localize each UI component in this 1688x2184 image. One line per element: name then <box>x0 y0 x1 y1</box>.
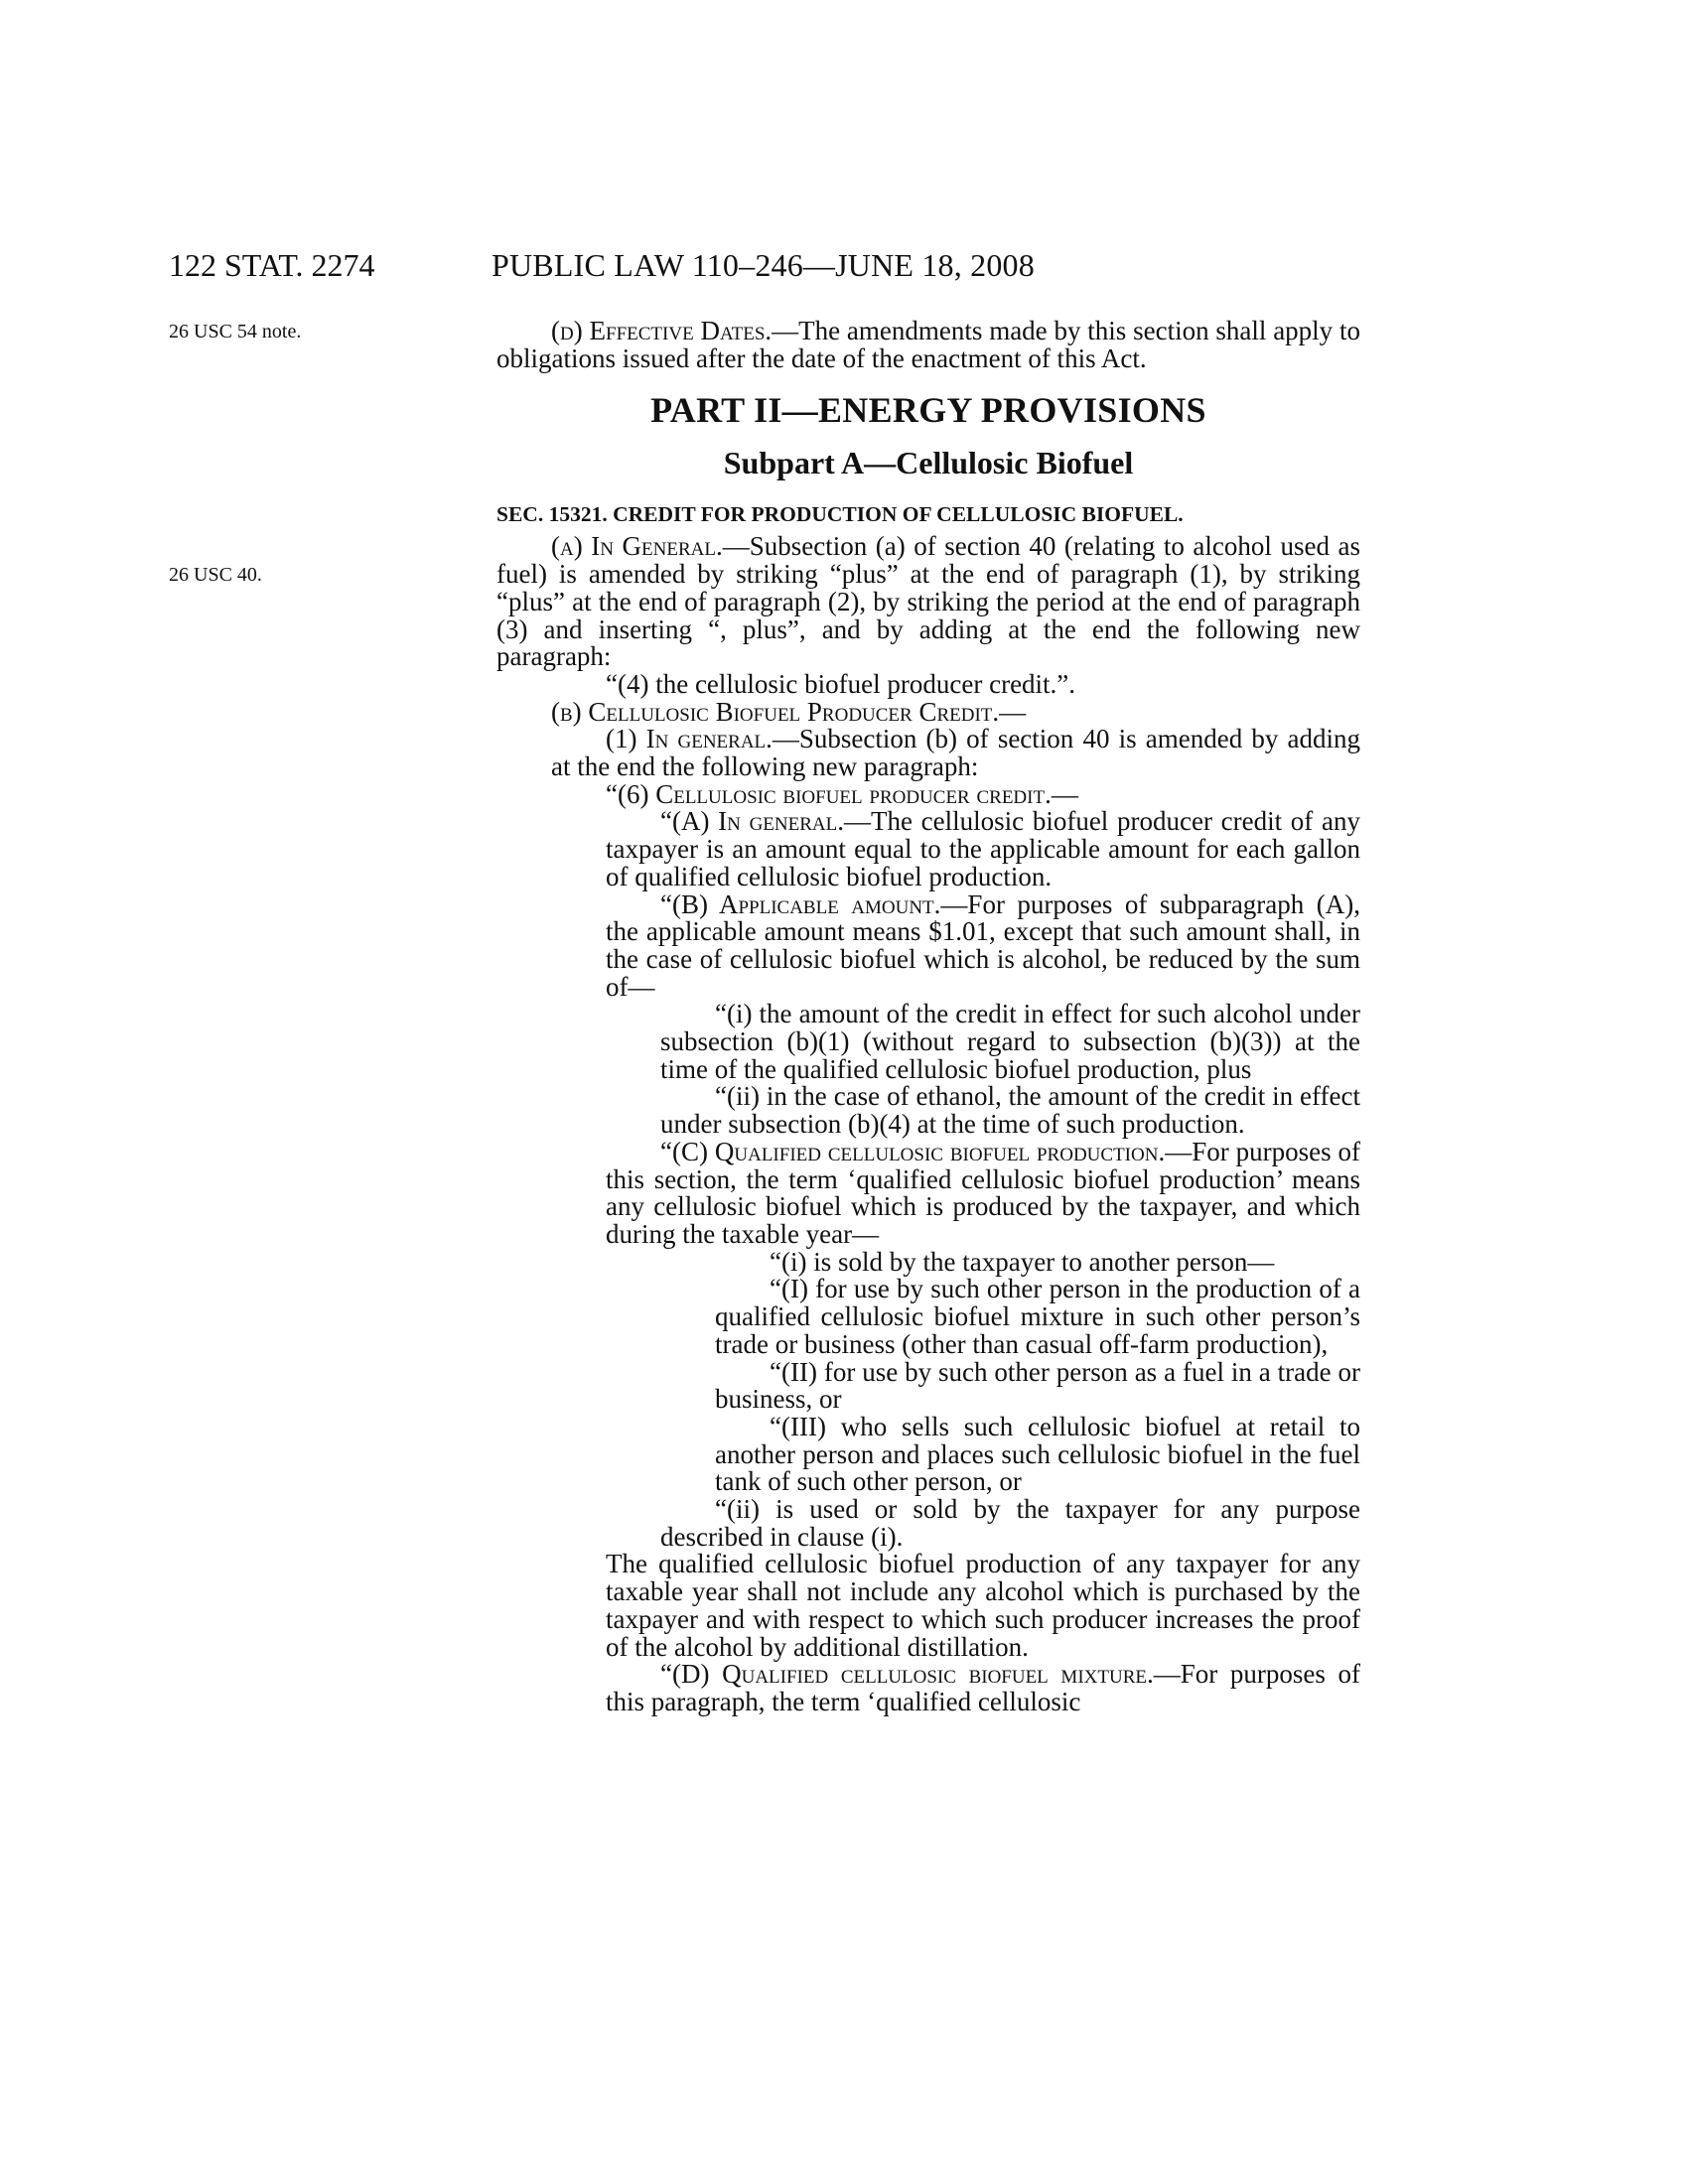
subparagraph-a-text: —The cellulosic biofuel producer credit of any taxpayer is an amount equal to the applicable amount for each gallon of qualified cellulosic biofuel production. <box>606 806 1360 891</box>
subparagraph-b <box>496 888 1360 1002</box>
subsection-b-heading: (b) Cellulosic Biofuel Producer Credit.— <box>551 696 1027 727</box>
subsection-a-paragraph <box>496 533 1360 671</box>
margin-note-usc-54: 26 USC 54 note. <box>169 321 302 342</box>
margin-note-usc-40: 26 USC 40. <box>169 564 262 586</box>
paragraph-b1-text: —Subsection (b) of section 40 is amended by adding at the end the following new paragraph: <box>551 724 1360 782</box>
clause-b-ii: “(ii) in the case of ethanol, the amount of the credit in effect under subsection (b)(4) at the time of such production. <box>660 1081 1360 1140</box>
clause-b-i: “(i) the amount of the credit in effect for such alcohol under subsection (b)(1) (without regard to subsection (b)(3)) at the time of the qualified cellulosic biofuel production, plus <box>660 999 1360 1084</box>
subparagraph-c-heading: “(C) Qualified cellulosic biofuel production. <box>660 1136 1166 1166</box>
page-header <box>169 247 1331 287</box>
subsection-a-quote: “(4) the cellulosic biofuel producer credit.”. <box>606 668 1076 699</box>
subclause-c-III: “(III) who sells such cellulosic biofuel at retail to another person and places such cellulosic biofuel in the fuel tank of such other person, or <box>715 1411 1360 1497</box>
subsection-a-heading: (a) In General. <box>551 531 723 562</box>
subsection-a-text: —Subsection (a) of section 40 (relating to alcohol used as fuel) is amended by striking “plus” at the end of paragraph (1), by striking “plus” at the end of paragraph (2), by striking the period at the end of paragraph (3) and inserting “, plus”, and by adding at the end the following new paragraph: <box>496 531 1360 672</box>
effective-dates-heading: (d) Effective Dates. <box>551 316 773 345</box>
clause-c-i: “(i) is sold by the taxpayer to another person— <box>770 1246 1275 1277</box>
paragraph-6-heading <box>496 778 1360 809</box>
subparagraph-d <box>496 1661 1360 1715</box>
subclause-c-II: “(II) for use by such other person as a fuel in a trade or business, or <box>715 1356 1360 1415</box>
paragraph-6-heading-text: “(6) Cellulosic biofuel producer credit.— <box>606 778 1078 809</box>
subparagraph-b-text: —For purposes of subparagraph (A), the applicable amount means $1.01, except that such amount shall, in the case of cellulosic biofuel which is alcohol, be reduced by the sum of— <box>606 888 1360 1002</box>
paragraph-b1 <box>496 726 1360 780</box>
stat-page-number: 122 STAT. 2274 <box>169 247 375 283</box>
subparagraph-d-heading: “(D) Qualified cellulosic biofuel mixture. <box>660 1659 1154 1690</box>
section-title: SEC. 15321. CREDIT FOR PRODUCTION OF CELLULOSIC BIOFUEL. <box>496 502 1184 527</box>
subparagraph-c-text: —For purposes of this section, the term ‘qualified cellulosic biofuel production’ means any cellulosic biofuel which is produced by the taxpayer, and which during the taxable year— <box>606 1136 1360 1249</box>
effective-dates-text: —The amendments made by this section shall apply to obligations issued after the date of the enactment of this Act. <box>496 316 1360 373</box>
subparagraph-a <box>496 808 1360 890</box>
running-head-title: PUBLIC LAW 110–246—JUNE 18, 2008 <box>492 247 1035 283</box>
paragraph-b1-heading: (1) In general. <box>606 724 773 754</box>
subpart-title: Subpart A—Cellulosic Biofuel <box>723 445 1134 481</box>
subparagraph-d-text: —For purposes of this paragraph, the term ‘qualified cellulosic <box>606 1659 1360 1716</box>
subparagraph-b-heading: “(B) Applicable amount. <box>660 888 941 919</box>
subclause-c-I: “(I) for use by such other person in the production of a qualified cellulosic biofuel mixture in such other person’s trade or business (other than casual off-farm production), <box>715 1274 1360 1359</box>
subparagraph-c <box>496 1136 1360 1249</box>
subparagraph-a-heading: “(A) In general. <box>660 806 844 837</box>
document-body <box>496 318 1360 1716</box>
clause-c-ii: “(ii) is used or sold by the taxpayer for any purpose described in clause (i). <box>660 1494 1360 1552</box>
subparagraph-c-flush-text: The qualified cellulosic biofuel production of any taxpayer for any taxable year shall not include any alcohol which is purchased by the taxpayer and with respect to which such producer increases the proof of the alcohol by additional distillation. <box>606 1549 1360 1662</box>
effective-dates-paragraph <box>496 318 1360 372</box>
part-title: PART II—ENERGY PROVISIONS <box>650 390 1206 431</box>
